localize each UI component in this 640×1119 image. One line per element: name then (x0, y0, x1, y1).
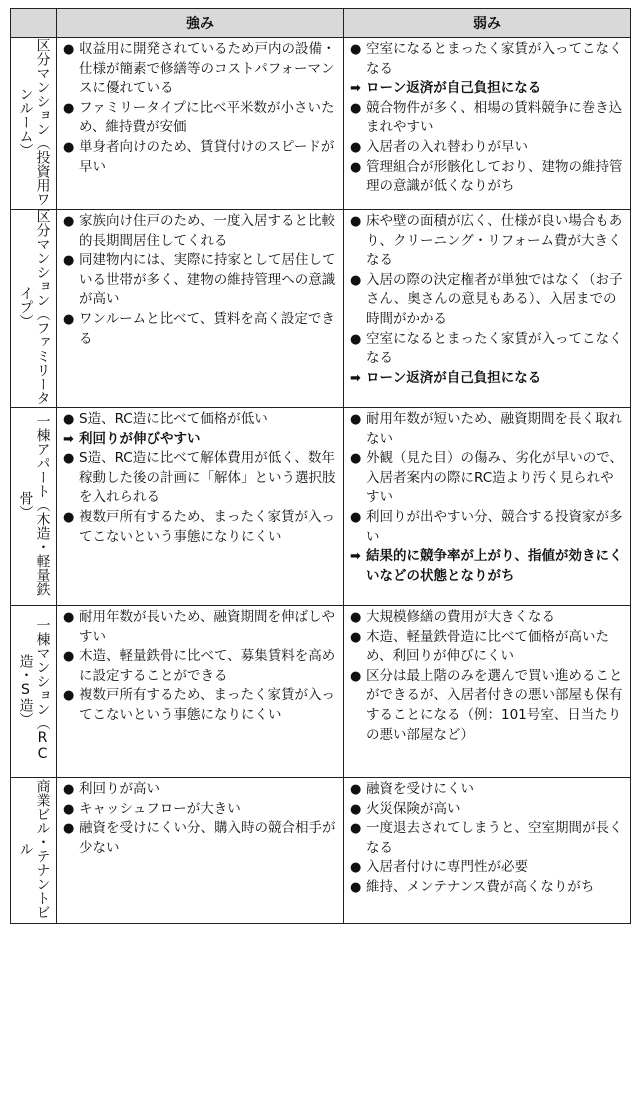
bullet-item: ● 融資を受けにくい分、購入時の競合相手が少ない (63, 819, 337, 858)
arrow-point-item: ➡ ローン返済が自己負担になる (350, 79, 624, 99)
row-label: 区分マンション（ファミリータイプ） (17, 208, 51, 405)
bullet-item: ● 一度退去されてしまうと、空室期間が長くなる (350, 819, 624, 858)
strengths-cell (57, 778, 344, 924)
weaknesses-list (350, 410, 624, 586)
strengths-cell (57, 38, 344, 210)
table-row (11, 778, 631, 924)
strengths-list (63, 410, 337, 547)
bullet-item: ● 利回りが出やすい分、競合する投資家が多い (350, 508, 624, 547)
strengths-cell (57, 606, 344, 778)
row-label: 商業ビル・テナントビル (17, 778, 51, 919)
bullet-item: ● 外観（見た目）の傷み、劣化が早いので、入居者案内の際にRC造より汚く見られやすい (350, 449, 624, 508)
bullet-item: ● ワンルームと比べて、賃料を高く設定できる (63, 310, 337, 349)
bullet-item: ● 管理組合が形骸化しており、建物の維持管理の意識が低くなりがち (350, 158, 624, 197)
weaknesses-list (350, 212, 624, 388)
table-row (11, 38, 631, 210)
strengths-list (63, 608, 337, 726)
table-row (11, 408, 631, 606)
weaknesses-cell (344, 606, 631, 778)
row-label-cell (11, 210, 57, 408)
bullet-item: ● 複数戸所有するため、まったく家賃が入ってこないという事態になりにくい (63, 508, 337, 547)
arrow-point-item: ➡ 結果的に競争率が上がり、指値が効きにくいなどの状態となりがち (350, 547, 624, 586)
bullet-item: ● キャッシュフローが大きい (63, 800, 337, 820)
bullet-item: ● 同建物内には、実際に持家として居住している世帯が多く、建物の維持管理への意識が高い (63, 251, 337, 310)
row-label-cell (11, 408, 57, 606)
header-corner-cell (11, 9, 57, 38)
header-row (11, 9, 631, 38)
bullet-item: ● 空室になるとまったく家賃が入ってこなくなる (350, 330, 624, 369)
weaknesses-list (350, 780, 624, 898)
bullet-item: ● 競合物件が多く、相場の賃料競争に巻き込まれやすい (350, 99, 624, 138)
weaknesses-cell (344, 210, 631, 408)
bullet-item: ● 単身者向けのため、賃貸付けのスピードが早い (63, 138, 337, 177)
bullet-item: ● 維持、メンテナンス費が高くなりがち (350, 878, 624, 898)
bullet-item: ● S造、RC造に比べて解体費用が低く、数年稼動した後の計画に「解体」という選択肢を入れられる (63, 449, 337, 508)
bullet-item: ● 火災保険が高い (350, 800, 624, 820)
weaknesses-cell (344, 778, 631, 924)
bullet-item: ● 利回りが高い (63, 780, 337, 800)
bullet-item: ● 木造、軽量鉄骨造に比べて価格が高いため、利回りが伸びにくい (350, 628, 624, 667)
bullet-item: ● 家族向け住戸のため、一度入居すると比較的長期間居住してくれる (63, 212, 337, 251)
bullet-item: ● 収益用に開発されているため戸内の設備・仕様が簡素で修繕等のコストパフォーマンスに優れている (63, 40, 337, 99)
row-label: 一棟マンション（RC造・S造） (17, 617, 51, 762)
bullet-item: ● S造、RC造に比べて価格が低い (63, 410, 337, 430)
bullet-item: ● ファミリータイプに比べ平米数が小さいため、維持費が安価 (63, 99, 337, 138)
bullet-item: ● 区分は最上階のみを選んで買い進めることができるが、入居者付きの悪い部屋も保有することになる（例：101号室、日当たりの悪い部屋など） (350, 667, 624, 745)
strengths-cell (57, 210, 344, 408)
weaknesses-cell (344, 38, 631, 210)
bullet-item: ● 複数戸所有するため、まったく家賃が入ってこないという事態になりにくい (63, 686, 337, 725)
bullet-item: ● 耐用年数が長いため、融資期間を伸ばしやすい (63, 608, 337, 647)
arrow-point-item: ➡ 利回りが伸びやすい (63, 430, 337, 450)
bullet-item: ● 空室になるとまったく家賃が入ってこなくなる (350, 40, 624, 79)
bullet-item: ● 入居者付けに専門性が必要 (350, 858, 624, 878)
bullet-item: ● 木造、軽量鉄骨に比べて、募集賃料を高めに設定することができる (63, 647, 337, 686)
strengths-list (63, 40, 337, 177)
row-label: 一棟アパート（木造・軽量鉄骨） (17, 413, 51, 596)
bullet-item: ● 入居の際の決定権者が単独ではなく（お子さん、奥さんの意見もある）、入居までの時間がかかる (350, 271, 624, 330)
strengths-cell (57, 408, 344, 606)
row-label-cell (11, 38, 57, 210)
comparison-table (10, 8, 631, 924)
bullet-item: ● 融資を受けにくい (350, 780, 624, 800)
row-label-cell (11, 606, 57, 778)
arrow-point-item: ➡ ローン返済が自己負担になる (350, 369, 624, 389)
bullet-item: ● 大規模修繕の費用が大きくなる (350, 608, 624, 628)
weaknesses-list (350, 40, 624, 197)
bullet-item: ● 耐用年数が短いため、融資期間を長く取れない (350, 410, 624, 449)
weaknesses-list (350, 608, 624, 745)
strengths-list (63, 780, 337, 858)
header-strengths: 強み (57, 9, 344, 38)
bullet-item: ● 入居者の入れ替わりが早い (350, 138, 624, 158)
row-label: 区分マンション（投資用ワンルーム） (17, 37, 51, 206)
header-weaknesses: 弱み (344, 9, 631, 38)
table-row (11, 210, 631, 408)
table-row (11, 606, 631, 778)
strengths-list (63, 212, 337, 349)
bullet-item: ● 床や壁の面積が広く、仕様が良い場合もあり、クリーニング・リフォーム費が大きくなる (350, 212, 624, 271)
weaknesses-cell (344, 408, 631, 606)
row-label-cell (11, 778, 57, 924)
